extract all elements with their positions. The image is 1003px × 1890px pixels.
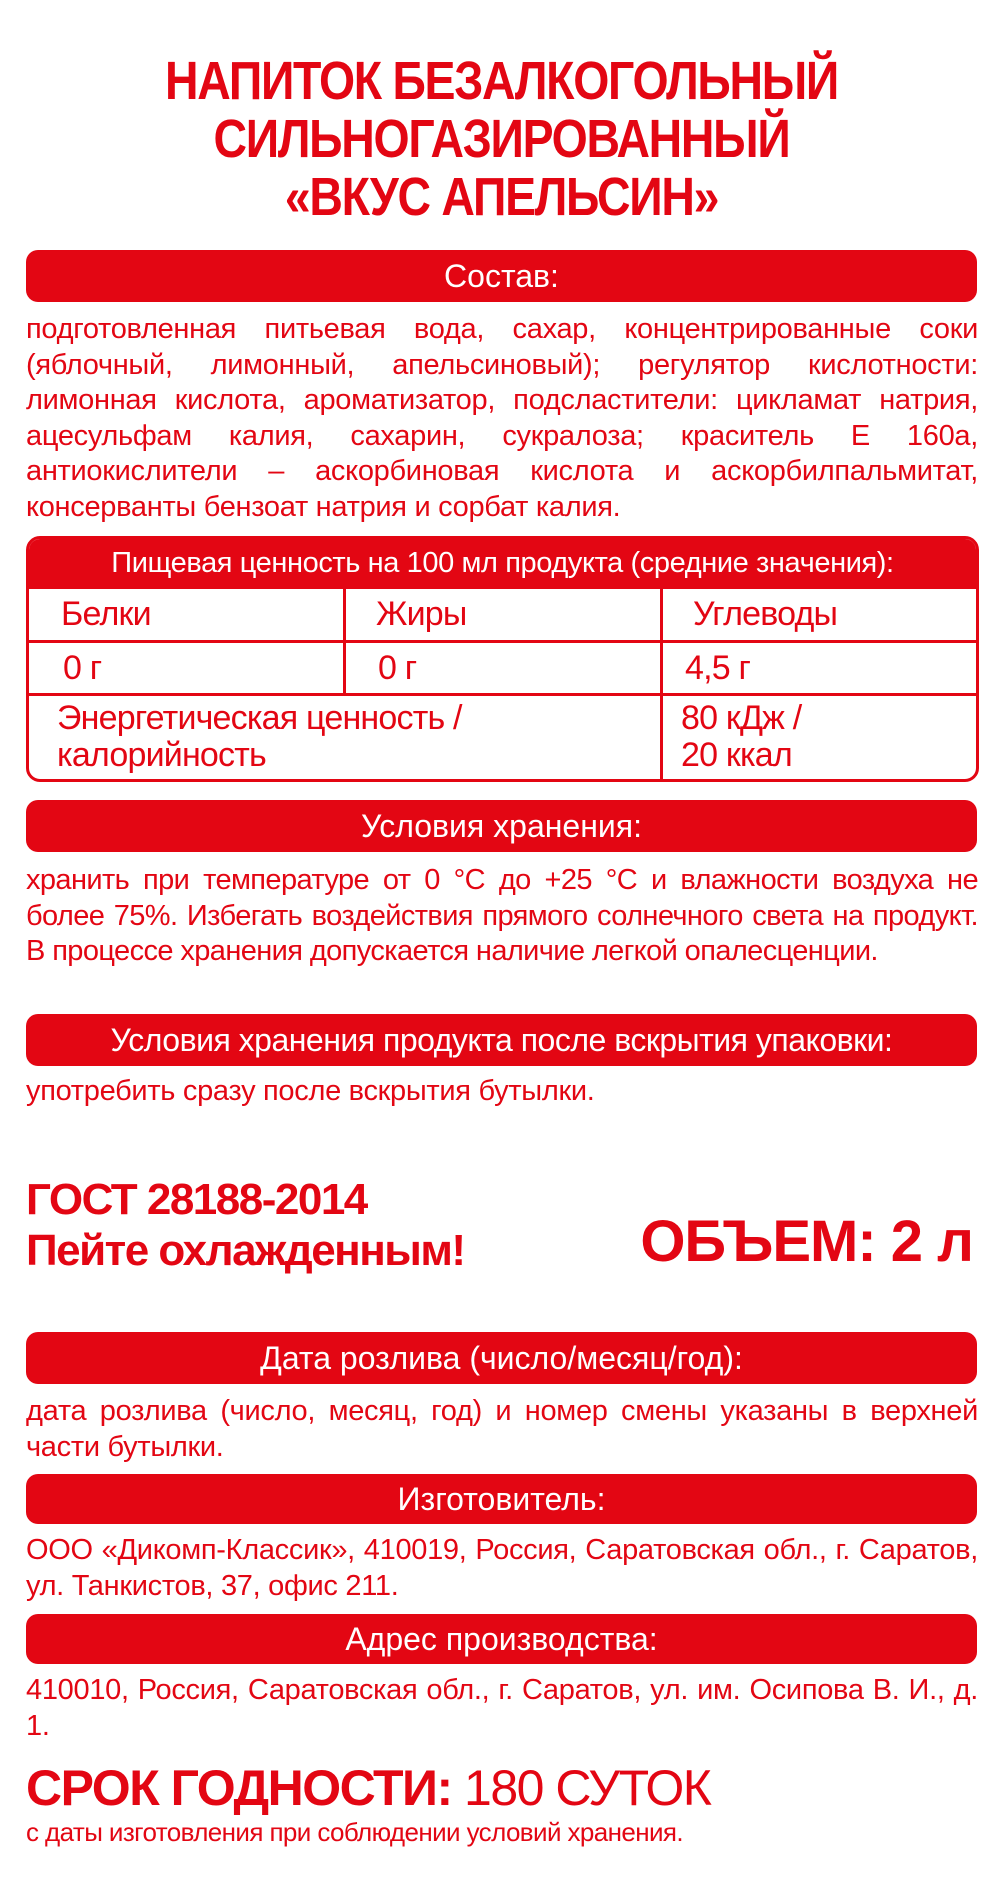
- composition-text: подготовленная питьевая вода, сахар, концентрированные соки (яблочный, лимонный, апельсиновый); регулятор кислотности: лимонная кислота, ароматизатор, подсластители: цикламат натрия, ацесульфам калия, сахарин, сукралоза; краситель Е 160а, антиокислители – аскорбиновая кислота и аскорбилпальмитат, консерванты бензоат натрия и сорбат калия.: [26, 313, 978, 523]
- serve-chilled-note: Пейте охлажденным!: [26, 1226, 465, 1275]
- bottling-heading: Дата розлива (число/месяц/год):: [26, 1332, 977, 1384]
- volume-label: ОБЪЕМ: 2 л: [640, 1209, 973, 1274]
- column-header-protein: Белки: [61, 595, 151, 633]
- composition-heading: Состав:: [26, 250, 977, 302]
- shelf-life-value: 180 СУТОК: [464, 1760, 711, 1816]
- column-header-carbs: Углеводы: [693, 595, 838, 633]
- energy-value-line-1: 80 кДж /: [681, 699, 802, 737]
- title-line-2: СИЛЬНОГАЗИРОВАННЫЙ: [213, 109, 790, 169]
- shelf-life-note: с даты изготовления при соблюдении условий хранения.: [26, 1817, 684, 1847]
- after-opening-heading: Условия хранения продукта после вскрытия упаковки:: [26, 1014, 977, 1066]
- column-header-fat: Жиры: [376, 595, 467, 633]
- product-title: [70, 52, 933, 226]
- production-address-text: 410010, Россия, Саратовская обл., г. Саратов, ул. им. Осипова В. И., д. 1.: [26, 1674, 978, 1742]
- energy-value-line-2: 20 ккал: [681, 736, 792, 774]
- energy-label-line-2: калорийность: [57, 736, 266, 774]
- storage-text: хранить при температуре от 0 °С до +25 °С и влажности воздуха не более 75%. Избегать воздействия прямого солнечного света на продукт. В процессе хранения допускается наличие легкой опалесценции.: [26, 864, 978, 967]
- title-line-1: НАПИТОК БЕЗАЛКОГОЛЬНЫЙ: [164, 51, 839, 111]
- shelf-life-label: СРОК ГОДНОСТИ:: [26, 1760, 452, 1816]
- gost-standard: ГОСТ 28188-2014: [26, 1175, 367, 1224]
- manufacturer-text: ООО «Дикомп-Классик», 410019, Россия, Саратовская обл., г. Саратов, ул. Танкистов, 37, офис 211.: [26, 1534, 978, 1602]
- fat-value: 0 г: [378, 649, 417, 687]
- nutrition-heading: Пищевая ценность на 100 мл продукта (средние значения):: [29, 539, 976, 589]
- manufacturer-heading: Изготовитель:: [26, 1474, 977, 1524]
- bottling-text: дата розлива (число, месяц, год) и номер смены указаны в верхней части бутылки.: [26, 1395, 978, 1463]
- table-divider: [29, 640, 976, 643]
- energy-label-line-1: Энергетическая ценность /: [57, 699, 462, 737]
- protein-value: 0 г: [63, 649, 102, 687]
- after-opening-text: употребить сразу после вскрытия бутылки.: [26, 1075, 595, 1107]
- nutrition-table: [26, 536, 979, 782]
- storage-heading: Условия хранения:: [26, 800, 977, 852]
- shelf-life: [26, 1760, 710, 1816]
- production-address-heading: Адрес производства:: [26, 1614, 977, 1664]
- table-divider: [29, 693, 976, 696]
- carbs-value: 4,5 г: [685, 649, 751, 687]
- table-divider: [660, 589, 663, 779]
- title-line-3: «ВКУС АПЕЛЬСИН»: [284, 167, 719, 227]
- table-divider: [343, 589, 346, 693]
